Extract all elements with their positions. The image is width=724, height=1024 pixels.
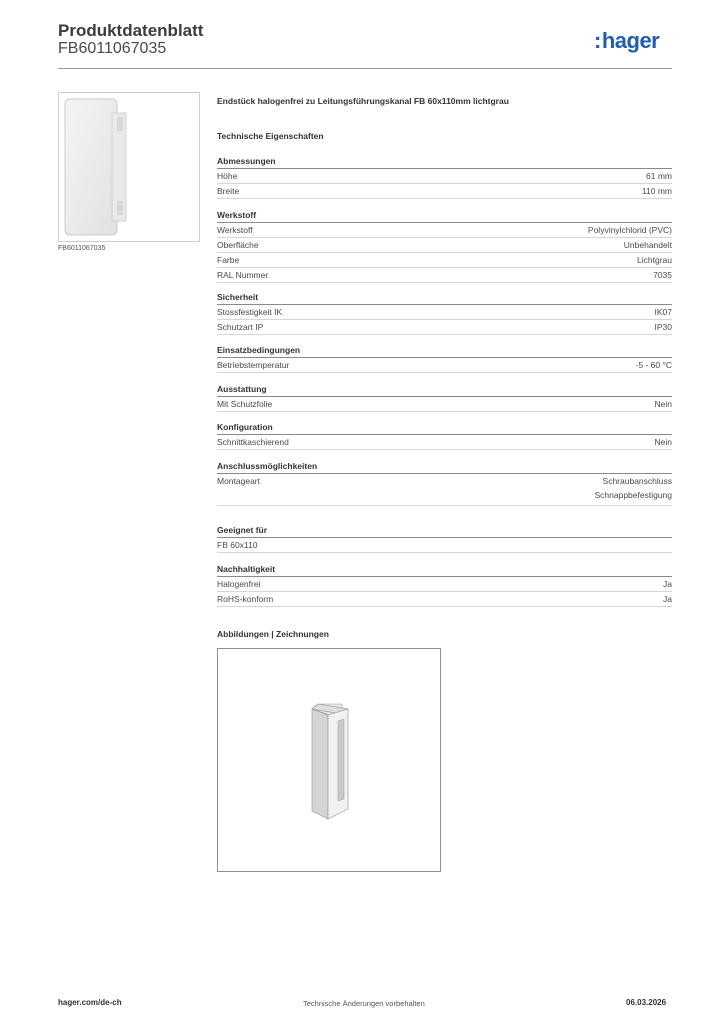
group-title: Einsatzbedingungen [217,344,672,358]
spec-row [217,169,672,184]
thumbnail-caption: FB6011067035 [58,245,106,252]
spec-value: Polyvinylchlorid (PVC) [587,225,672,235]
spec-label: Betriebstemperatur [217,360,290,370]
spec-group-konfiguration [217,421,672,450]
spec-value-stack [594,474,672,502]
group-title: Nachhaltigkeit [217,563,672,577]
spec-row [217,305,672,320]
spec-label: FB 60x110 [217,540,258,550]
spec-value: 7035 [653,270,672,280]
spec-group-anschlussmoeglichkeiten [217,460,672,506]
spec-value: Nein [654,399,672,409]
spec-label: Stossfestigkeit IK [217,307,283,317]
spec-row [217,268,672,283]
spec-group-sicherheit [217,291,672,335]
group-title: Konfiguration [217,421,672,435]
group-title: Sicherheit [217,291,672,305]
spec-group-werkstoff [217,209,672,283]
spec-label: Oberfläche [217,240,259,250]
logo-text: hager [601,28,660,53]
header-divider [58,68,672,69]
spec-label: Farbe [217,255,240,265]
hager-logo[interactable] [594,28,659,54]
spec-group-abmessungen [217,155,672,199]
spec-value: Schnappbefestigung [594,490,672,500]
article-number: FB6011067035 [58,40,167,57]
page-title: Produktdatenblatt [58,21,204,40]
spec-label: Mit Schutzfolie [217,399,273,409]
suitable-group-nachhaltigkeit [217,563,672,607]
spec-label: Werkstoff [217,225,253,235]
group-title: Geeignet für [217,524,672,538]
product-title: Endstück halogenfrei zu Leitungsführungskanal FB 60x110mm lichtgrau [217,96,509,106]
spec-value: Unbehandelt [623,240,672,250]
spec-row [217,238,672,253]
group-title: Anschlussmöglichkeiten [217,460,672,474]
end-cap-drawing-icon [218,649,440,871]
spec-value: IP30 [654,322,672,332]
spec-value: Ja [663,594,672,604]
spec-value: Nein [654,437,672,447]
spec-row [217,577,672,592]
spec-value: Schraubanschluss [602,476,672,486]
spec-row [217,592,672,607]
spec-group-einsatzbedingungen [217,344,672,373]
spec-row [217,253,672,268]
spec-row [217,320,672,335]
spec-label: Halogenfrei [217,579,261,589]
spec-label: Höhe [217,171,238,181]
spec-row [217,184,672,199]
spec-label: RAL Nummer [217,270,269,280]
group-title: Ausstattung [217,383,672,397]
spec-row [217,435,672,450]
product-drawing [217,648,441,872]
spec-row [217,474,672,506]
figures-heading: Abbildungen | Zeichnungen [217,629,329,639]
spec-value: Lichtgrau [637,255,672,265]
spec-group-ausstattung [217,383,672,412]
spec-label: Breite [217,186,240,196]
spec-value: Ja [663,579,672,589]
spec-value: -5 - 60 °C [635,360,672,370]
spec-row [217,397,672,412]
suitable-group-geeignet [217,524,672,553]
spec-value: IK07 [654,307,672,317]
spec-row [217,358,672,373]
spec-row [217,538,672,553]
footer-note: Technische Änderungen vorbehalten [303,999,425,1008]
spec-value: 110 mm [641,186,672,196]
product-thumbnail [58,92,200,242]
spec-label: Schutzart IP [217,322,264,332]
end-cap-thumbnail-icon [59,93,199,241]
technical-properties-heading: Technische Eigenschaften [217,131,324,141]
logo-dots-icon: : [594,28,601,53]
spec-row [217,223,672,238]
spec-label: RoHS-konform [217,594,274,604]
spec-label: Schnittkaschierend [217,437,289,447]
group-title: Abmessungen [217,155,672,169]
footer-date: 06.03.2026 [626,998,667,1007]
footer-website-link[interactable]: hager.com/de-ch [58,998,122,1007]
spec-label: Montageart [217,476,260,486]
spec-value: 61 mm [646,171,672,181]
group-title: Werkstoff [217,209,672,223]
